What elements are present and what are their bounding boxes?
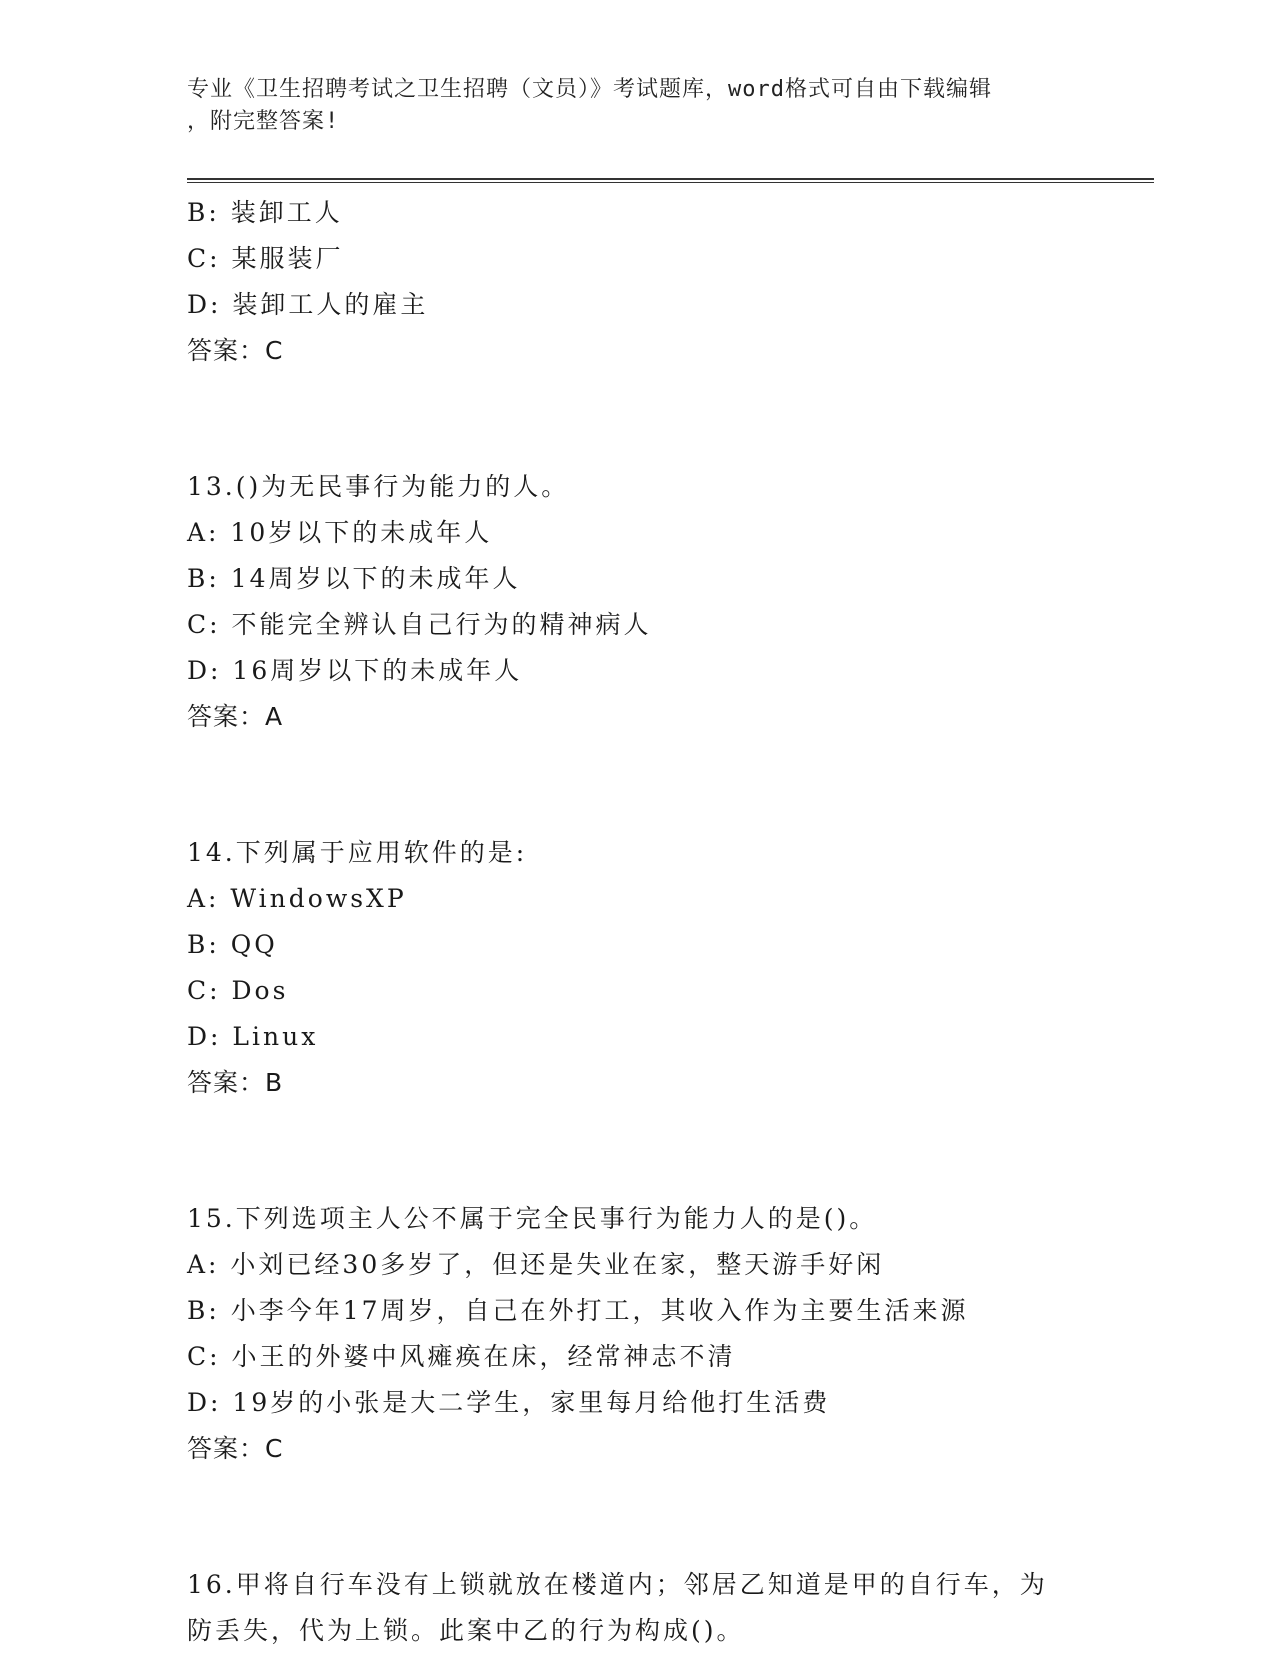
spacer bbox=[187, 1472, 1077, 1562]
option-c: C: Dos bbox=[187, 976, 289, 1005]
header-line-2: ，附完整答案! bbox=[187, 109, 340, 134]
question-15 bbox=[187, 1196, 1077, 1472]
option-d: D: 16周岁以下的未成年人 bbox=[187, 656, 523, 685]
question-13 bbox=[187, 464, 1077, 740]
spacer bbox=[187, 1106, 1077, 1196]
question-stem: 13.()为无民事行为能力的人。 bbox=[187, 472, 570, 501]
question-16 bbox=[187, 1562, 1077, 1654]
option-b: B: 小李今年17周岁，自己在外打工，其收入作为主要生活来源 bbox=[187, 1296, 969, 1325]
header-line-1: 专业《卫生招聘考试之卫生招聘（文员）》考试题库，word格式可自由下载编辑 bbox=[187, 77, 992, 102]
question-stem: 15.下列选项主人公不属于完全民事行为能力人的是()。 bbox=[187, 1204, 878, 1233]
question-stem: 14.下列属于应用软件的是: bbox=[187, 838, 528, 867]
answer-label: 答案：C bbox=[187, 1434, 284, 1463]
option-d: D: 装卸工人的雇主 bbox=[187, 290, 429, 319]
option-a: A: 10岁以下的未成年人 bbox=[187, 518, 493, 547]
question-14 bbox=[187, 830, 1077, 1106]
question-list bbox=[187, 190, 1077, 1654]
option-a: A: WindowsXP bbox=[187, 884, 407, 913]
answer-label: 答案：B bbox=[187, 1068, 284, 1097]
document-header bbox=[187, 74, 1067, 138]
question-12-tail bbox=[187, 190, 1077, 374]
spacer bbox=[187, 740, 1077, 830]
option-b: B: 装卸工人 bbox=[187, 198, 343, 227]
spacer bbox=[187, 374, 1077, 464]
option-c: C: 小王的外婆中风瘫痪在床，经常神志不清 bbox=[187, 1342, 736, 1371]
option-b: B: QQ bbox=[187, 930, 278, 959]
option-d: D: 19岁的小张是大二学生，家里每月给他打生活费 bbox=[187, 1388, 831, 1417]
question-stem-line-1: 16.甲将自行车没有上锁就放在楼道内；邻居乙知道是甲的自行车，为 bbox=[187, 1570, 1048, 1599]
question-stem-line-2: 防丢失，代为上锁。此案中乙的行为构成()。 bbox=[187, 1616, 745, 1645]
answer-label: 答案：C bbox=[187, 336, 284, 365]
option-c: C: 某服装厂 bbox=[187, 244, 344, 273]
option-d: D: Linux bbox=[187, 1022, 319, 1051]
answer-label: 答案：A bbox=[187, 702, 284, 731]
header-divider bbox=[187, 178, 1154, 183]
option-b: B: 14周岁以下的未成年人 bbox=[187, 564, 521, 593]
option-a: A: 小刘已经30多岁了，但还是失业在家，整天游手好闲 bbox=[187, 1250, 885, 1279]
option-c: C: 不能完全辨认自己行为的精神病人 bbox=[187, 610, 652, 639]
